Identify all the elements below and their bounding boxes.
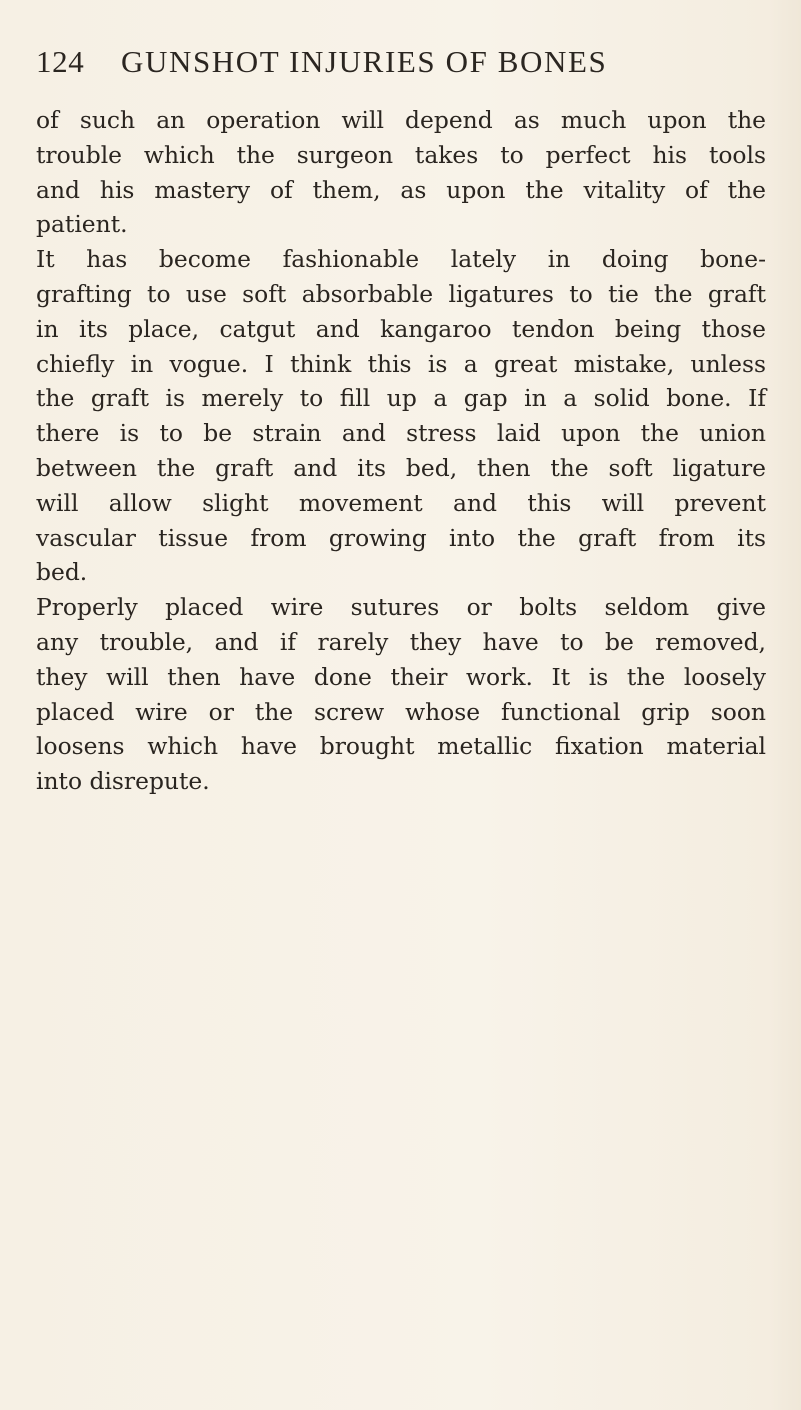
text-line: between the graft and its bed, then the soft ligature: [36, 453, 766, 482]
text-line: there is to be strain and stress laid upon the union: [36, 419, 766, 448]
paragraph-1: [36, 103, 766, 242]
text-line: loosens which have brought metallic fixation material: [36, 732, 766, 761]
text-line: will allow slight movement and this will prevent: [36, 488, 766, 517]
text-line: placed wire or the screw whose functional grip soon: [36, 697, 766, 726]
text-line: chiefly in vogue. I think this is a great mistake, unless: [36, 349, 766, 378]
text-line: vascular tissue from growing into the graft from its: [36, 523, 766, 552]
text-line: trouble which the surgeon takes to perfect his tools: [36, 140, 766, 169]
text-line: Properly placed wire sutures or bolts seldom give: [36, 593, 766, 622]
text-line: into disrepute.: [36, 767, 210, 796]
text-line: patient.: [36, 210, 128, 239]
page-header: [36, 44, 761, 84]
text-line: It has become fashionable lately in doing bone-: [36, 245, 766, 274]
text-line: any trouble, and if rarely they have to be removed,: [36, 627, 766, 656]
paragraph-3: [36, 590, 766, 799]
page-number: 124: [36, 44, 85, 79]
text-line: they will then have done their work. It is the loosely: [36, 662, 766, 691]
body-text: [36, 103, 766, 799]
text-line: grafting to use soft absorbable ligatures to tie the graft: [36, 279, 766, 308]
text-line: and his mastery of them, as upon the vitality of the: [36, 175, 766, 204]
text-line: bed.: [36, 558, 88, 587]
paragraph-2: [36, 242, 766, 590]
text-line: of such an operation will depend as much upon the: [36, 106, 766, 134]
text-line: in its place, catgut and kangaroo tendon being those: [36, 314, 766, 343]
running-head: GUNSHOT INJURIES OF BONES: [121, 44, 608, 79]
text-line: the graft is merely to fill up a gap in a solid bone. If: [36, 384, 766, 413]
